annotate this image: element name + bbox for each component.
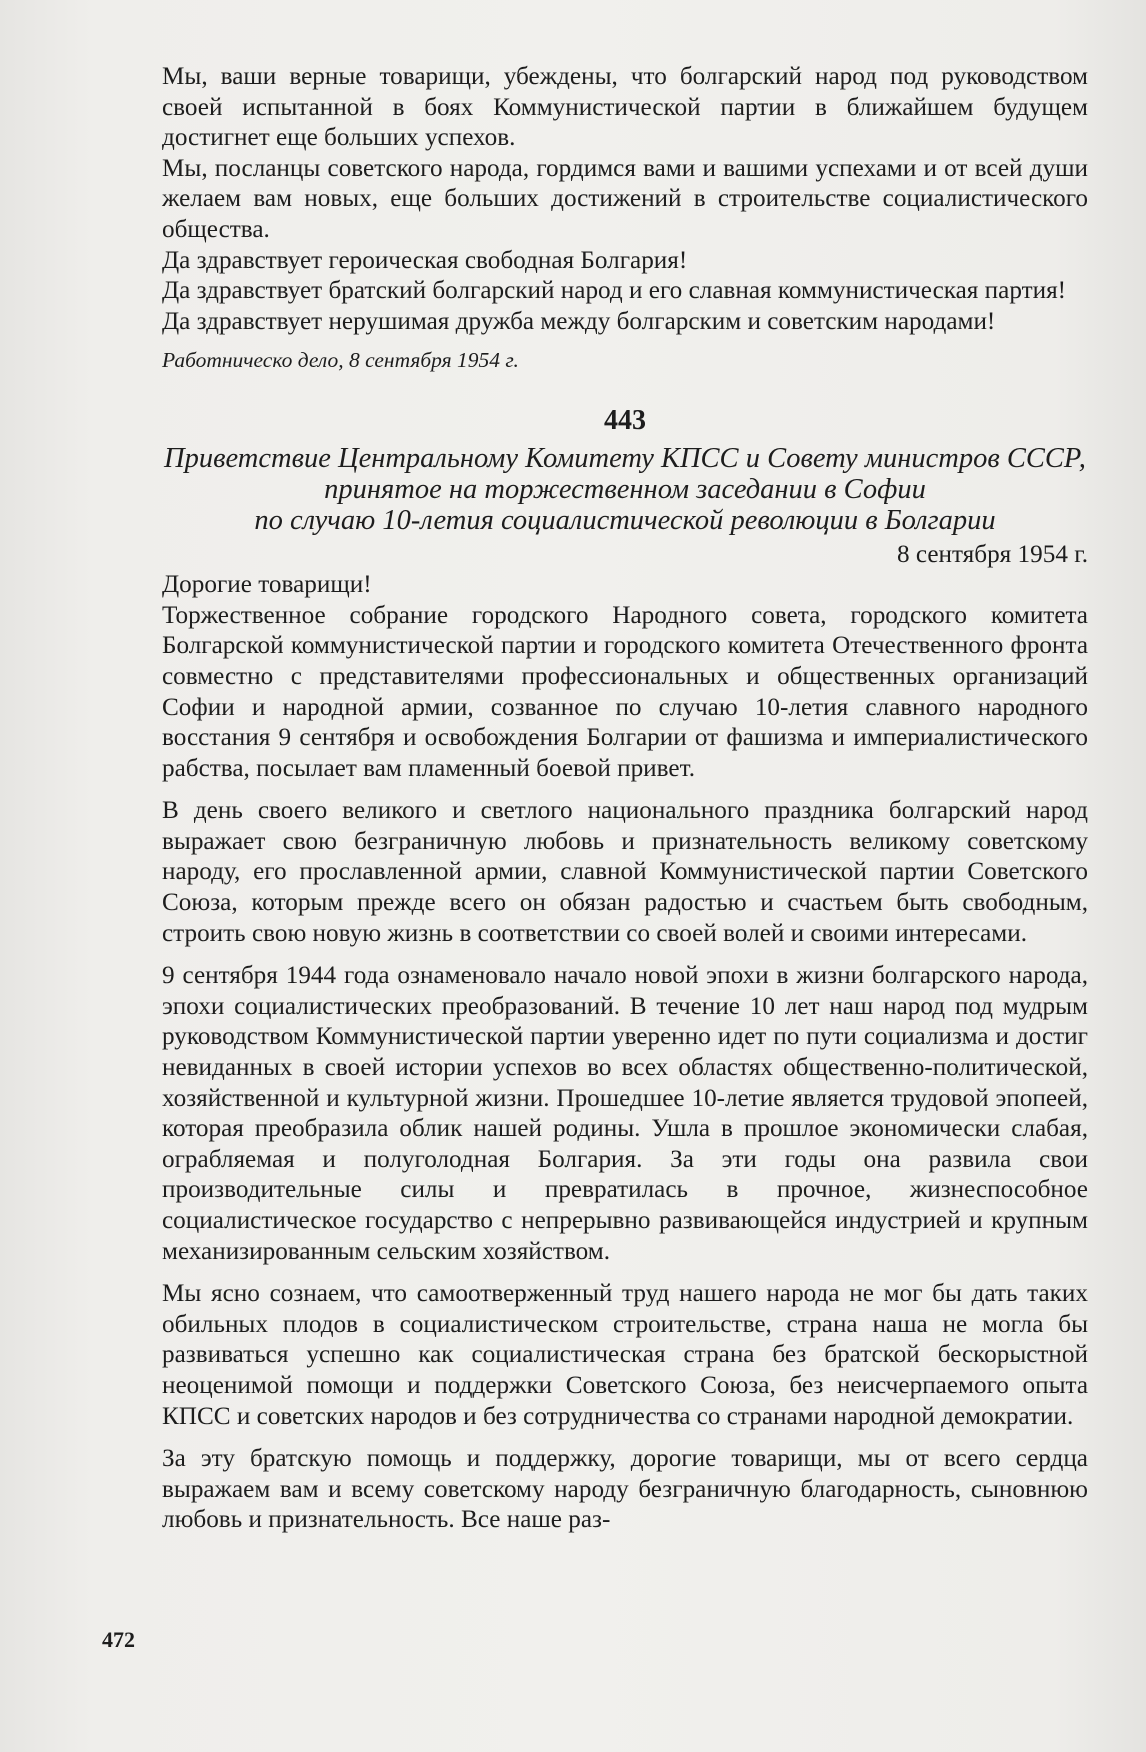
paragraph: Мы, ваши верные товарищи, убеждены, что болгарский народ под руководством своей испытанной в боях Коммунистической партии в ближайшем будущем достигнет еще больших успехов. [162, 63, 1088, 152]
title-line: Приветствие Центральному Комитету КПСС и Совету министров СССР, [164, 442, 1086, 474]
salutation: Дорогие товарищи! [162, 571, 372, 599]
title-line: принятое на торжественном заседании в Софии [324, 473, 926, 505]
document-date: 8 сентября 1954 г. [896, 540, 1088, 568]
text-column [162, 62, 1088, 1536]
title-line: по случаю 10-летия социалистической революции в Болгарии [254, 504, 996, 536]
paragraph: В день своего великого и светлого национального праздника болгарский народ выражает свою безграничную любовь и признательность великому советскому народу, его прославленной армии, славной Коммунистической партии Советского Союза, которым прежде всего он обязан радостью и счастьем быть свободным, строить свою новую жизнь в соответствии со своей волей и своими интересами. [162, 797, 1088, 947]
page-number: 472 [102, 1627, 135, 1652]
paragraph: 9 сентября 1944 года ознаменовало начало новой эпохи в жизни болгарского народа, эпохи социалистических преобразований. В течение 10 лет наш народ под мудрым руководством Коммунистической партии уверенно идет по пути социализма и достиг невиданных в своей истории успехов во всех областях общественно-политической, хозяйственной и культурной жизни. Прошедшее 10-летие является трудовой эпопеей, которая преобразила облик нашей родины. Ушла в прошлое экономически слабая, ограбляемая и полуголодная Болгария. За эти годы она развила свои производительные силы и превратилась в прочное, жизнеспособное социалистическое государство с непрерывно развивающейся индустрией и крупным механизированным сельским хозяйством. [162, 962, 1088, 1265]
document-number: 443 [604, 404, 646, 436]
paragraph: За эту братскую помощь и поддержку, дорогие товарищи, мы от всего сердца выражаем вам и всему советскому народу безграничную благодарность, сыновнюю любовь и признательность. Все наше раз- [162, 1445, 1088, 1534]
paragraph: Да здравствует нерушимая дружба между болгарским и советским народами! [162, 307, 996, 335]
document-title [162, 443, 1088, 536]
paragraph: Мы ясно сознаем, что самоотверженный труд нашего народа не мог бы дать таких обильных плодов в социалистическом строительстве, страна наша не могла бы развиваться успешно как социалистическая страна без братской бескорыстной неоценимой помощи и поддержки Советского Союза, без неисчерпаемого опыта КПСС и советских народов и без сотрудничества со странами народной демократии. [162, 1280, 1088, 1430]
paragraph: Да здравствует героическая свободная Болгария! [162, 246, 688, 274]
source-citation: Работническо дело, 8 сентября 1954 г. [162, 348, 519, 373]
paragraph: Да здравствует братский болгарский народ и его славная коммунистическая партия! [162, 277, 1067, 305]
paragraph: Мы, посланцы советского народа, гордимся вами и вашими успехами и от всей души желаем вам новых, еще больших достижений в строительстве социалистического общества. [162, 154, 1088, 243]
paragraph: Торжественное собрание городского Народного совета, городского комитета Болгарской коммунистической партии и городского комитета Отечественного фронта совместно с представителями профессиональных и общественных организаций Софии и народной армии, созванное по случаю 10-летия славного народного восстания 9 сентября и освобождения Болгарии от фашизма и империалистического рабства, посылает вам пламенный боевой привет. [162, 601, 1088, 782]
